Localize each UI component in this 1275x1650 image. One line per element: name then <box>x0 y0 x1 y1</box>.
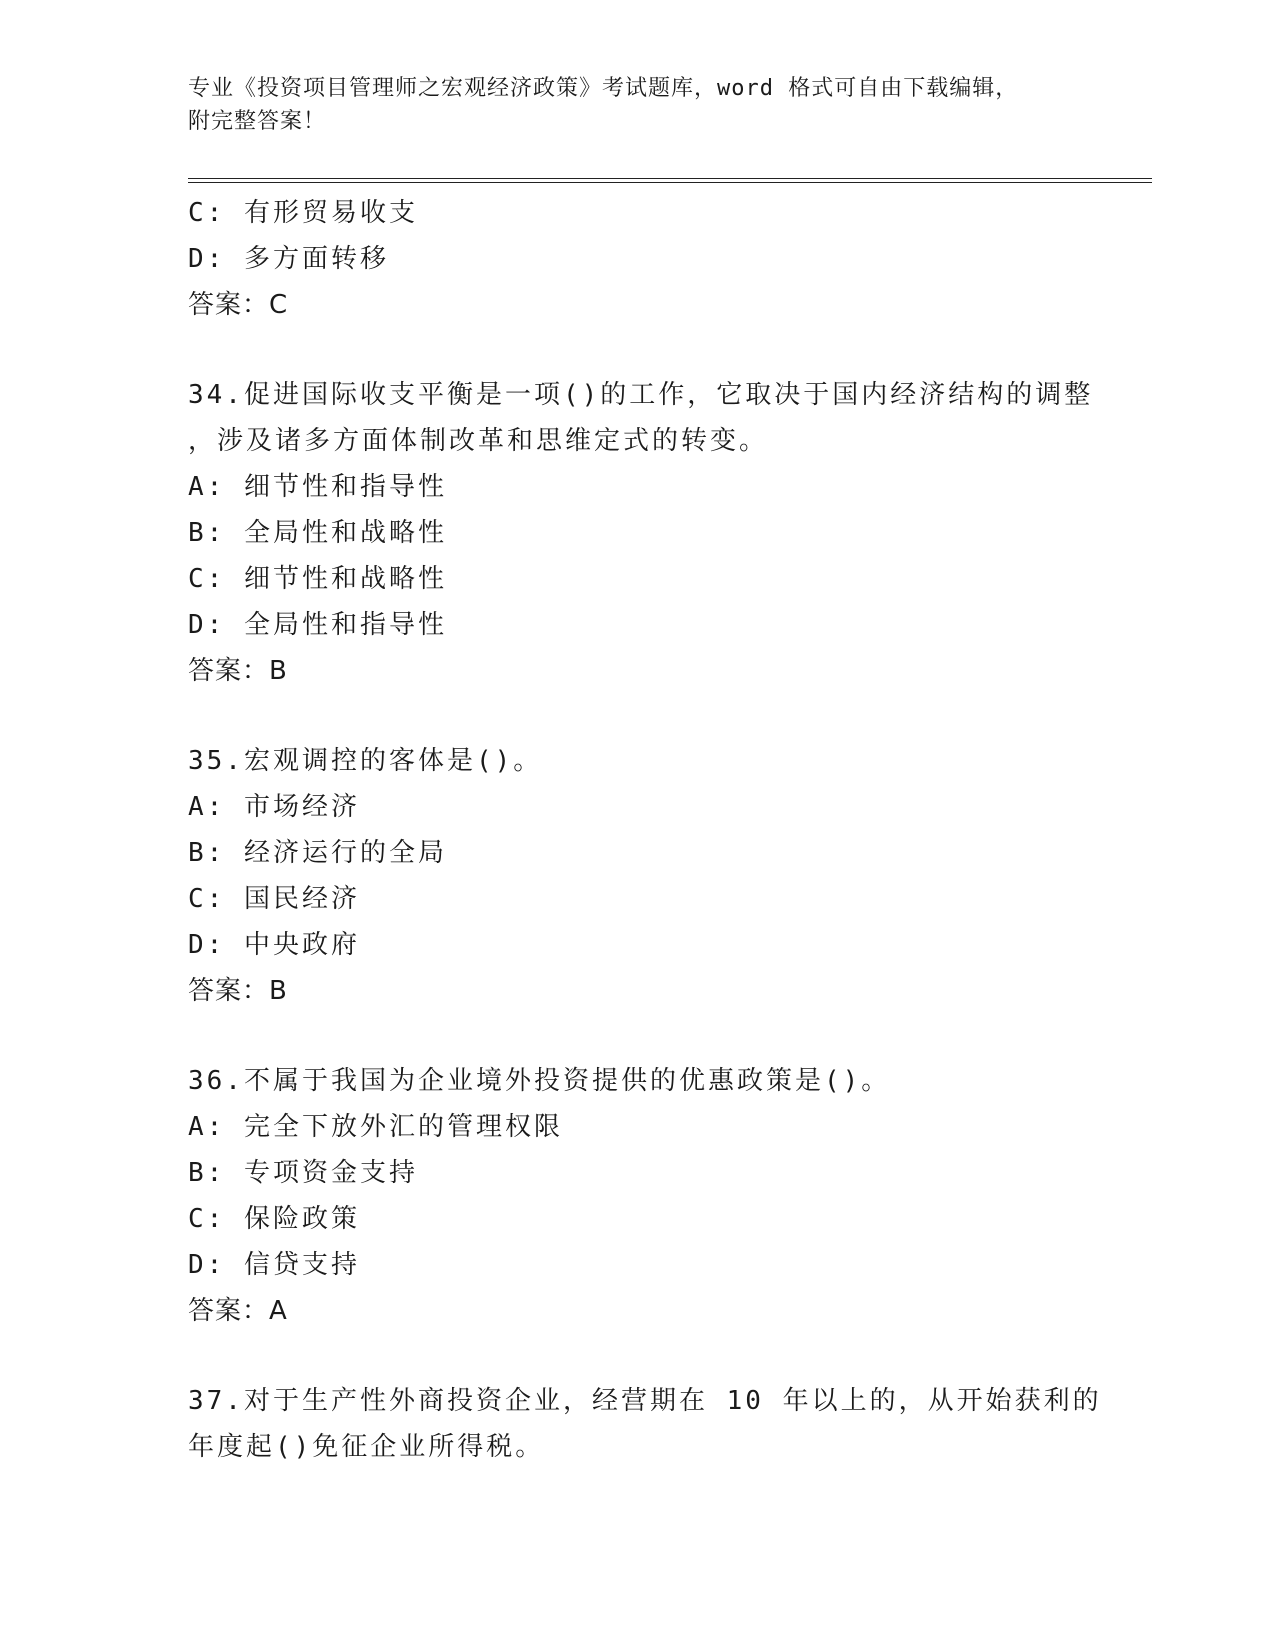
header-divider-bottom <box>188 182 1152 183</box>
answer-line: 答案：B <box>188 656 288 686</box>
question-text-line: 37.对于生产性外商投资企业，经营期在 10 年以上的，从开始获利的 <box>188 1386 1102 1416</box>
question-fragment <box>188 190 1152 328</box>
option-d: D: 中央政府 <box>188 930 360 960</box>
option-b: B: 经济运行的全局 <box>188 838 447 868</box>
answer-line: 答案：B <box>188 976 288 1006</box>
spacer <box>188 1014 1152 1058</box>
option-a: A: 完全下放外汇的管理权限 <box>188 1112 563 1142</box>
option-c: C: 国民经济 <box>188 884 360 914</box>
option-d: D: 多方面转移 <box>188 244 389 274</box>
question-text-line: 36.不属于我国为企业境外投资提供的优惠政策是()。 <box>188 1066 891 1096</box>
question-list <box>188 190 1152 1470</box>
spacer <box>188 694 1152 738</box>
option-c: C: 细节性和战略性 <box>188 564 447 594</box>
header-line-1: 专业《投资项目管理师之宏观经济政策》考试题库，word 格式可自由下载编辑， <box>188 76 1019 101</box>
option-b: B: 全局性和战略性 <box>188 518 447 548</box>
question-text-line: 年度起()免征企业所得税。 <box>188 1432 545 1462</box>
spacer <box>188 328 1152 372</box>
option-a: A: 细节性和指导性 <box>188 472 447 502</box>
question-text-line: ，涉及诸多方面体制改革和思维定式的转变。 <box>188 426 769 456</box>
option-d: D: 信贷支持 <box>188 1250 360 1280</box>
question-36 <box>188 1058 1152 1334</box>
option-c: C: 保险政策 <box>188 1204 360 1234</box>
option-b: B: 专项资金支持 <box>188 1158 418 1188</box>
option-a: A: 市场经济 <box>188 792 360 822</box>
spacer <box>188 1334 1152 1378</box>
option-c: C: 有形贸易收支 <box>188 198 418 228</box>
header-divider-top <box>188 178 1152 179</box>
question-text-line: 34.促进国际收支平衡是一项()的工作，它取决于国内经济结构的调整 <box>188 380 1094 410</box>
answer-line: 答案：C <box>188 290 289 320</box>
question-text-line: 35.宏观调控的客体是()。 <box>188 746 543 776</box>
option-d: D: 全局性和指导性 <box>188 610 447 640</box>
question-34 <box>188 372 1152 694</box>
header-line-2: 附完整答案！ <box>188 109 327 134</box>
question-37 <box>188 1378 1152 1470</box>
answer-line: 答案：A <box>188 1296 288 1326</box>
question-35 <box>188 738 1152 1014</box>
page-header <box>188 72 1088 138</box>
